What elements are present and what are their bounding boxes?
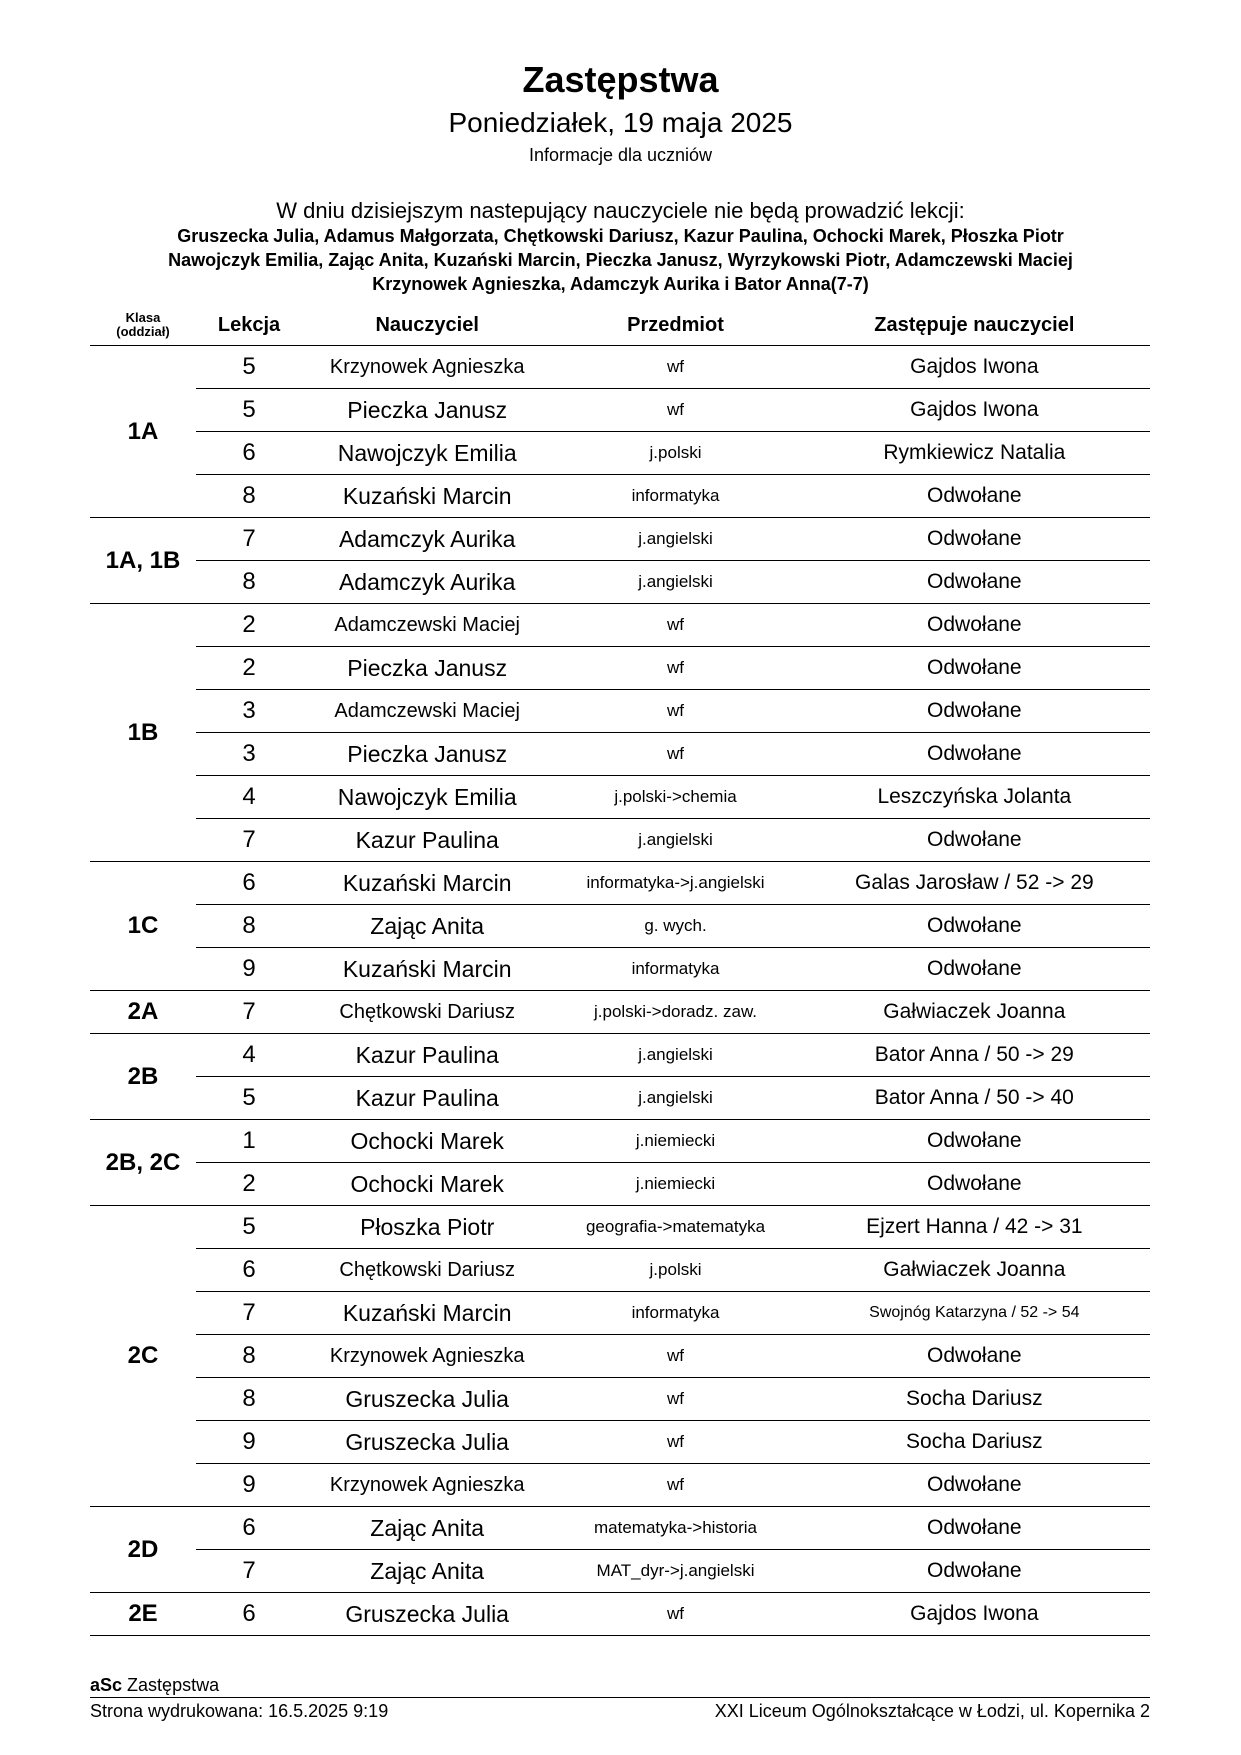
teacher-cell: Ochocki Marek (302, 1120, 552, 1163)
substitute-cell: Odwołane (799, 1507, 1150, 1550)
table-row (90, 733, 1150, 776)
table-header-row (90, 305, 1150, 346)
table-row (90, 518, 1150, 561)
substitute-cell: Odwołane (799, 475, 1150, 518)
substitute-cell: Odwołane (799, 1120, 1150, 1163)
lesson-cell: 6 (196, 432, 302, 475)
lesson-cell: 4 (196, 776, 302, 819)
table-row (90, 561, 1150, 604)
teacher-cell: Zając Anita (302, 1550, 552, 1593)
lesson-cell: 7 (196, 1292, 302, 1335)
substitute-cell: Odwołane (799, 647, 1150, 690)
substitute-cell: Odwołane (799, 690, 1150, 733)
teacher-cell: Nawojczyk Emilia (302, 776, 552, 819)
subject-cell: informatyka (552, 475, 798, 518)
subject-cell: j.angielski (552, 819, 798, 862)
substitute-cell: Galas Jarosław / 52 -> 29 (799, 862, 1150, 905)
table-row (90, 1378, 1150, 1421)
subject-cell: wf (552, 647, 798, 690)
substitute-cell: Socha Dariusz (799, 1378, 1150, 1421)
teacher-cell: Zając Anita (302, 905, 552, 948)
header-class-line1: Klasa (125, 310, 161, 325)
teacher-cell: Kazur Paulina (302, 1077, 552, 1120)
lesson-cell: 5 (196, 1077, 302, 1120)
lesson-cell: 5 (196, 346, 302, 389)
table-row (90, 819, 1150, 862)
lesson-cell: 8 (196, 561, 302, 604)
footer-brand (90, 1674, 219, 1696)
table-row (90, 776, 1150, 819)
lesson-cell: 8 (196, 1335, 302, 1378)
teacher-cell: Kuzański Marcin (302, 948, 552, 991)
substitute-cell: Rymkiewicz Natalia (799, 432, 1150, 475)
teacher-cell: Adamczyk Aurika (302, 561, 552, 604)
class-cell: 2B, 2C (90, 1120, 196, 1206)
class-cell: 1B (90, 604, 196, 862)
subject-cell: wf (552, 1593, 798, 1636)
subject-cell: g. wych. (552, 905, 798, 948)
subject-cell: geografia->matematyka (552, 1206, 798, 1249)
absent-intro: W dniu dzisiejszym nastepujący nauczyciele nie będą prowadzić lekcji: (276, 198, 965, 223)
substitute-cell: Socha Dariusz (799, 1421, 1150, 1464)
table-row (90, 647, 1150, 690)
lesson-cell: 9 (196, 1464, 302, 1507)
table-body (90, 346, 1150, 1636)
teacher-cell: Kazur Paulina (302, 819, 552, 862)
subject-cell: j.angielski (552, 561, 798, 604)
header-lesson: Lekcja (196, 305, 302, 346)
footer-divider (90, 1697, 1150, 1698)
subject-cell: j.niemiecki (552, 1120, 798, 1163)
subject-cell: j.angielski (552, 1034, 798, 1077)
lesson-cell: 6 (196, 862, 302, 905)
lesson-cell: 2 (196, 604, 302, 647)
subject-cell: informatyka (552, 948, 798, 991)
table-row (90, 1206, 1150, 1249)
teacher-cell: Krzynowek Agnieszka (302, 346, 552, 389)
teacher-cell: Zając Anita (302, 1507, 552, 1550)
substitute-cell: Odwołane (799, 948, 1150, 991)
table-row (90, 862, 1150, 905)
class-cell: 1C (90, 862, 196, 991)
subject-cell: matematyka->historia (552, 1507, 798, 1550)
subject-cell: wf (552, 690, 798, 733)
lesson-cell: 6 (196, 1593, 302, 1636)
header-subject: Przedmiot (552, 305, 798, 346)
lesson-cell: 7 (196, 819, 302, 862)
lesson-cell: 9 (196, 948, 302, 991)
footer-product: Zastępstwa (127, 1675, 220, 1695)
subject-cell: MAT_dyr->j.angielski (552, 1550, 798, 1593)
date-subtitle: Poniedziałek, 19 maja 2025 (448, 107, 793, 138)
lesson-cell: 7 (196, 991, 302, 1034)
class-cell: 1A (90, 346, 196, 518)
subject-cell: informatyka->j.angielski (552, 862, 798, 905)
substitute-cell: Odwołane (799, 518, 1150, 561)
table-row (90, 690, 1150, 733)
page-title: Zastępstwa (522, 59, 719, 100)
substitute-cell: Odwołane (799, 1335, 1150, 1378)
substitute-cell: Bator Anna / 50 -> 40 (799, 1077, 1150, 1120)
table-row (90, 991, 1150, 1034)
substitute-cell: Odwołane (799, 1550, 1150, 1593)
footer-school: XXI Liceum Ogólnokształcące w Łodzi, ul. Kopernika 2 (714, 1701, 1150, 1721)
header-teacher: Nauczyciel (302, 305, 552, 346)
absent-line: Krzynowek Agnieszka, Adamczyk Aurika i Bator Anna(7-7) (372, 274, 869, 294)
teacher-cell: Krzynowek Agnieszka (302, 1335, 552, 1378)
teacher-cell: Nawojczyk Emilia (302, 432, 552, 475)
lesson-cell: 2 (196, 647, 302, 690)
substitute-cell: Ejzert Hanna / 42 -> 31 (799, 1206, 1150, 1249)
substitute-cell: Odwołane (799, 1163, 1150, 1206)
table-row (90, 604, 1150, 647)
table-row (90, 432, 1150, 475)
subject-cell: wf (552, 733, 798, 776)
substitute-cell: Odwołane (799, 604, 1150, 647)
header-class-line2: (oddział) (116, 324, 170, 339)
subject-cell: wf (552, 346, 798, 389)
subject-cell: j.polski (552, 1249, 798, 1292)
table-row (90, 475, 1150, 518)
lesson-cell: 5 (196, 389, 302, 432)
table-row (90, 346, 1150, 389)
teacher-cell: Chętkowski Dariusz (302, 1249, 552, 1292)
teacher-cell: Kuzański Marcin (302, 475, 552, 518)
teacher-cell: Gruszecka Julia (302, 1421, 552, 1464)
teacher-cell: Ochocki Marek (302, 1163, 552, 1206)
lesson-cell: 9 (196, 1421, 302, 1464)
subject-cell: wf (552, 604, 798, 647)
lesson-cell: 4 (196, 1034, 302, 1077)
substitute-cell: Odwołane (799, 561, 1150, 604)
subject-cell: j.angielski (552, 1077, 798, 1120)
table-row (90, 1421, 1150, 1464)
teacher-cell: Pieczka Janusz (302, 647, 552, 690)
teacher-cell: Kuzański Marcin (302, 862, 552, 905)
absent-teachers-list (80, 224, 1161, 296)
teacher-cell: Pieczka Janusz (302, 389, 552, 432)
lesson-cell: 2 (196, 1163, 302, 1206)
substitute-cell: Gajdos Iwona (799, 1593, 1150, 1636)
lesson-cell: 7 (196, 518, 302, 561)
teacher-cell: Gruszecka Julia (302, 1378, 552, 1421)
table-row (90, 1464, 1150, 1507)
table-row (90, 1507, 1150, 1550)
header-substitute: Zastępuje nauczyciel (799, 305, 1150, 346)
substitute-cell: Bator Anna / 50 -> 29 (799, 1034, 1150, 1077)
table-row (90, 1034, 1150, 1077)
subject-cell: j.polski (552, 432, 798, 475)
audience-note: Informacje dla uczniów (528, 145, 713, 165)
subject-cell: wf (552, 1335, 798, 1378)
substitute-cell: Odwołane (799, 733, 1150, 776)
class-cell: 2C (90, 1206, 196, 1507)
substitute-cell: Swojnóg Katarzyna / 52 -> 54 (799, 1292, 1150, 1335)
lesson-cell: 6 (196, 1507, 302, 1550)
subject-cell: j.polski->chemia (552, 776, 798, 819)
substitute-cell: Odwołane (799, 819, 1150, 862)
absent-line: Gruszecka Julia, Adamus Małgorzata, Chętkowski Dariusz, Kazur Paulina, Ochocki Marek, Płoszka Piotr (177, 226, 1064, 246)
teacher-cell: Adamczyk Aurika (302, 518, 552, 561)
subject-cell: wf (552, 389, 798, 432)
lesson-cell: 8 (196, 1378, 302, 1421)
class-cell: 2D (90, 1507, 196, 1593)
table-row (90, 1120, 1150, 1163)
substitute-cell: Odwołane (799, 1464, 1150, 1507)
lesson-cell: 5 (196, 1206, 302, 1249)
class-cell: 2B (90, 1034, 196, 1120)
table-row (90, 389, 1150, 432)
class-cell: 2E (90, 1593, 196, 1636)
lesson-cell: 1 (196, 1120, 302, 1163)
subject-cell: wf (552, 1421, 798, 1464)
lesson-cell: 6 (196, 1249, 302, 1292)
teacher-cell: Adamczewski Maciej (302, 690, 552, 733)
table-row (90, 1163, 1150, 1206)
table-row (90, 1292, 1150, 1335)
subject-cell: j.polski->doradz. zaw. (552, 991, 798, 1034)
substitute-cell: Gałwiaczek Joanna (799, 1249, 1150, 1292)
lesson-cell: 3 (196, 690, 302, 733)
substitute-cell: Gajdos Iwona (799, 389, 1150, 432)
absent-line: Nawojczyk Emilia, Zając Anita, Kuzański Marcin, Pieczka Janusz, Wyrzykowski Piotr, Adamczewski Maciej (168, 250, 1073, 270)
header-class (90, 305, 196, 346)
lesson-cell: 8 (196, 475, 302, 518)
table-row (90, 1249, 1150, 1292)
table-row (90, 1335, 1150, 1378)
lesson-cell: 3 (196, 733, 302, 776)
subject-cell: wf (552, 1464, 798, 1507)
table-row (90, 905, 1150, 948)
substitute-cell: Odwołane (799, 905, 1150, 948)
class-cell: 2A (90, 991, 196, 1034)
teacher-cell: Pieczka Janusz (302, 733, 552, 776)
substitute-cell: Leszczyńska Jolanta (799, 776, 1150, 819)
subject-cell: informatyka (552, 1292, 798, 1335)
lesson-cell: 8 (196, 905, 302, 948)
class-cell: 1A, 1B (90, 518, 196, 604)
table-row (90, 1550, 1150, 1593)
teacher-cell: Kuzański Marcin (302, 1292, 552, 1335)
lesson-cell: 7 (196, 1550, 302, 1593)
teacher-cell: Krzynowek Agnieszka (302, 1464, 552, 1507)
substitutions-table (90, 305, 1150, 1636)
teacher-cell: Gruszecka Julia (302, 1593, 552, 1636)
teacher-cell: Chętkowski Dariusz (302, 991, 552, 1034)
footer-printed: Strona wydrukowana: 16.5.2025 9:19 (90, 1701, 389, 1721)
table-row (90, 1077, 1150, 1120)
subject-cell: j.angielski (552, 518, 798, 561)
substitute-cell: Gajdos Iwona (799, 346, 1150, 389)
table-row (90, 948, 1150, 991)
brand-logo-text: aSc (90, 1675, 123, 1695)
teacher-cell: Płoszka Piotr (302, 1206, 552, 1249)
substitute-cell: Gałwiaczek Joanna (799, 991, 1150, 1034)
teacher-cell: Adamczewski Maciej (302, 604, 552, 647)
subject-cell: j.niemiecki (552, 1163, 798, 1206)
subject-cell: wf (552, 1378, 798, 1421)
table-row (90, 1593, 1150, 1636)
teacher-cell: Kazur Paulina (302, 1034, 552, 1077)
